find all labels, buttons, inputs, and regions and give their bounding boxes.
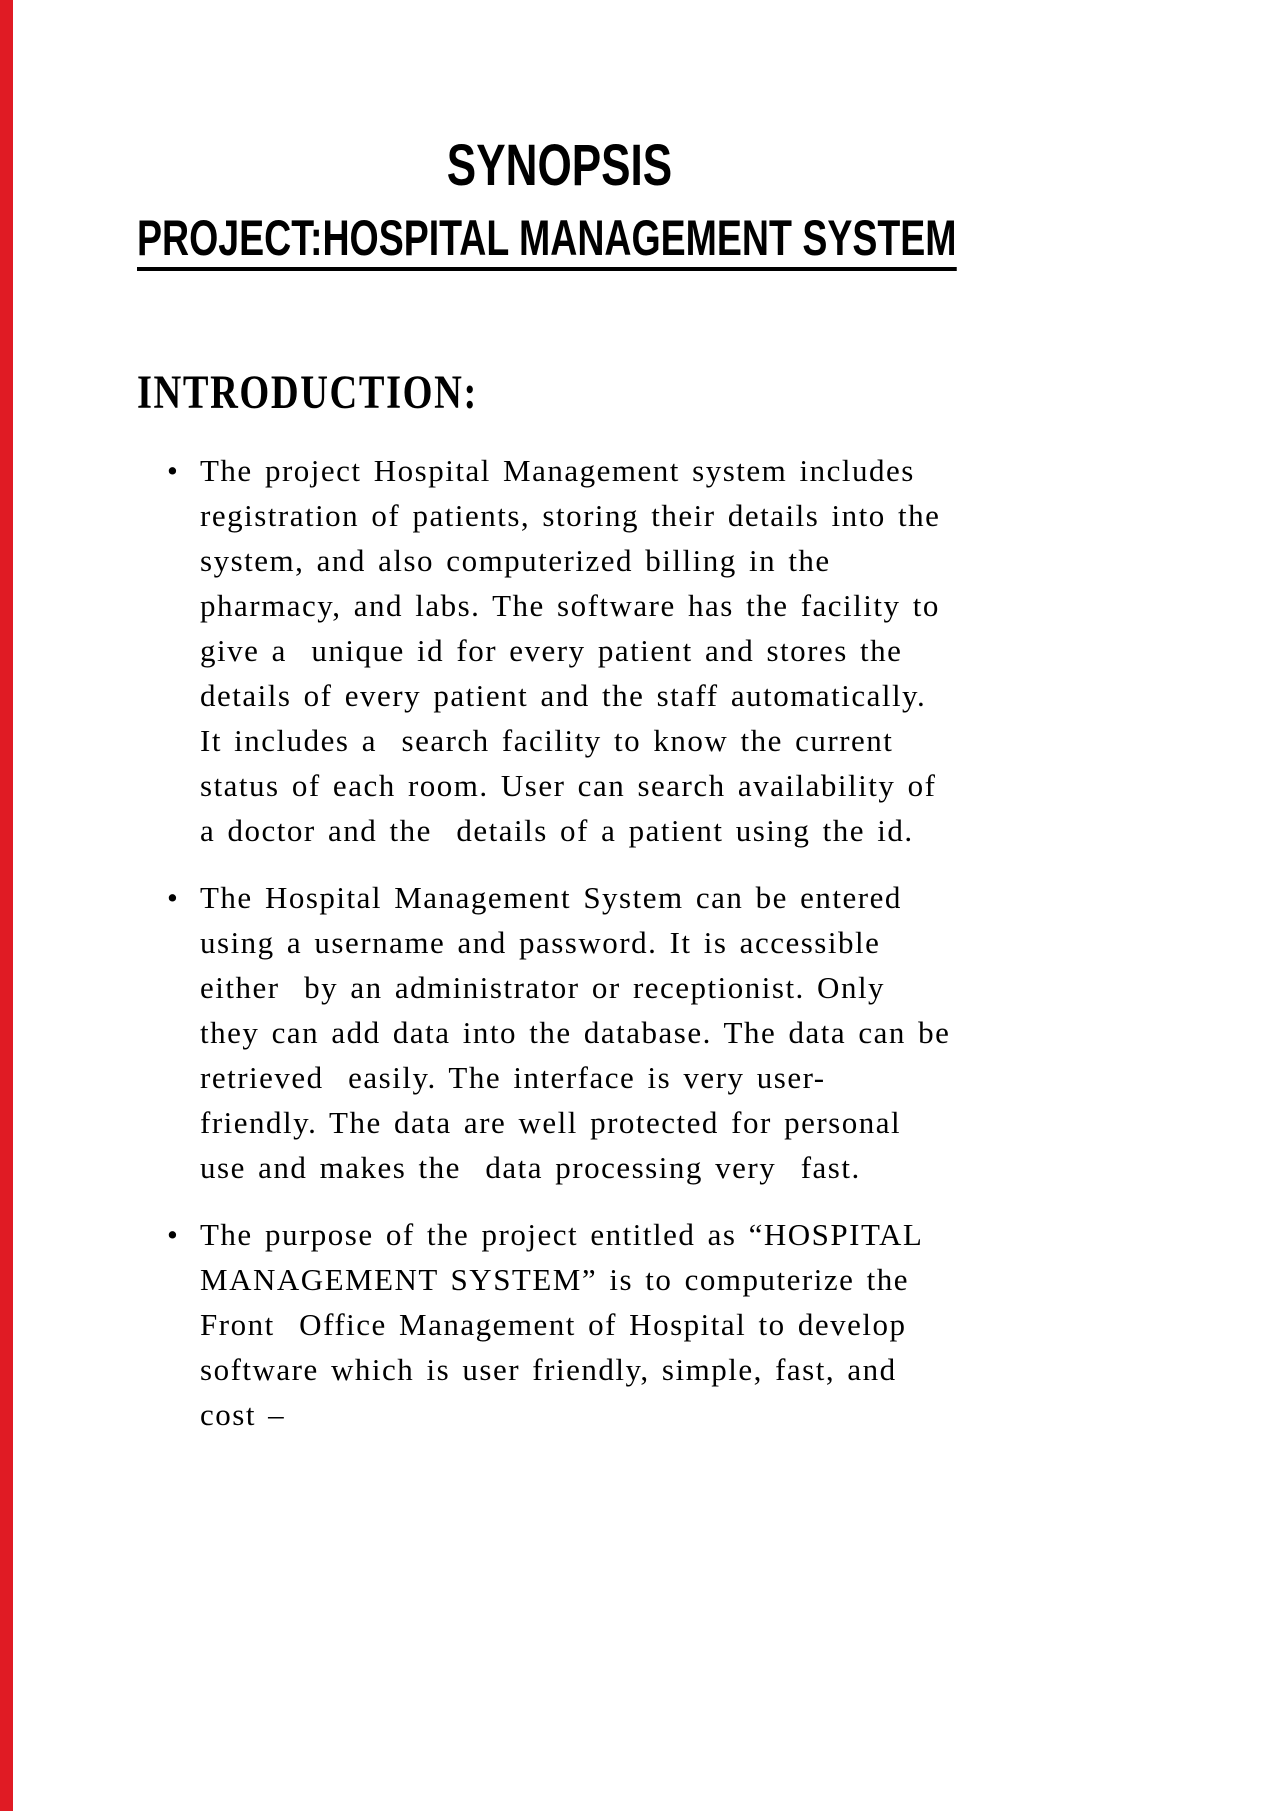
bullet-line: either by an administrator or receptionist. Only — [200, 970, 886, 1005]
bullet-marker: • — [167, 880, 178, 915]
bullet-line: The purpose of the project entitled as “HOSPITAL — [200, 1217, 924, 1252]
bullet-line: The project Hospital Management system includes — [200, 453, 915, 488]
bullet-item — [137, 875, 982, 1190]
bullet-line: they can add data into the database. The data can be — [200, 1015, 951, 1050]
bullet-line: details of every patient and the staff automatically. — [200, 678, 927, 713]
bullet-line: Front Office Management of Hospital to develop — [200, 1307, 907, 1342]
bullet-line: The Hospital Management System can be entered — [200, 880, 902, 915]
bullet-line: using a username and password. It is accessible — [200, 925, 881, 960]
section-heading-introduction: INTRODUCTION: — [137, 366, 478, 419]
project-subtitle-row — [137, 212, 982, 272]
bullet-line: cost – — [200, 1397, 286, 1432]
document-page — [137, 0, 982, 1459]
bullet-line: use and makes the data processing very fast. — [200, 1150, 861, 1185]
bullet-line: MANAGEMENT SYSTEM” is to computerize the — [200, 1262, 909, 1297]
bullet-marker: • — [167, 453, 178, 488]
bullet-line: system, and also computerized billing in the — [200, 543, 831, 578]
left-accent-bar — [0, 0, 13, 1811]
bullet-line: friendly. The data are well protected for personal — [200, 1105, 902, 1140]
bullet-line: software which is user friendly, simple, fast, and — [200, 1352, 897, 1387]
bullet-line: pharmacy, and labs. The software has the facility to — [200, 588, 940, 623]
project-subtitle: PROJECT:HOSPITAL MANAGEMENT SYSTEM — [137, 212, 957, 271]
bullet-line: It includes a search facility to know the current — [200, 723, 894, 758]
bullet-line: registration of patients, storing their details into the — [200, 498, 941, 533]
bullet-list — [137, 448, 982, 1437]
bullet-line: status of each room. User can search availability of — [200, 768, 937, 803]
page-title: SYNOPSIS — [446, 133, 673, 198]
bullet-line: give a unique id for every patient and stores the — [200, 633, 903, 668]
bullet-marker: • — [167, 1217, 178, 1252]
bullet-item — [137, 448, 982, 853]
bullet-line: retrieved easily. The interface is very user- — [200, 1060, 826, 1095]
bullet-line: a doctor and the details of a patient using the id. — [200, 813, 914, 848]
bullet-item — [137, 1212, 982, 1437]
